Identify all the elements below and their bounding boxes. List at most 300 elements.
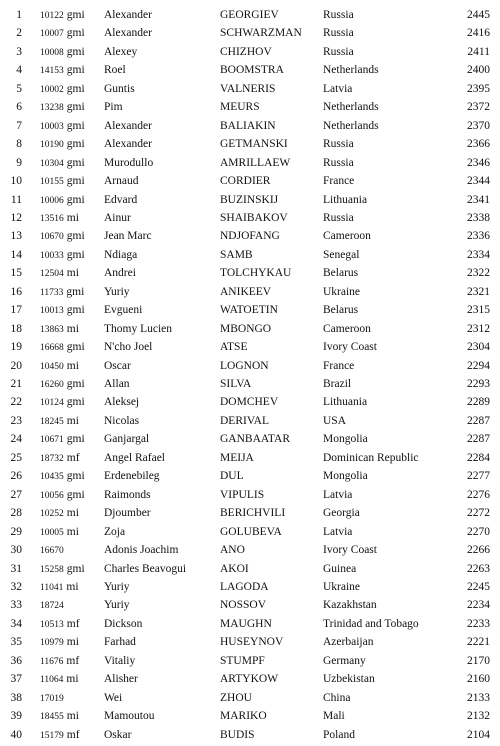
last-name: WATOETIN (220, 304, 278, 317)
first-name: Alexander (104, 27, 152, 40)
country: Georgia (323, 507, 360, 520)
player-id: 16670 (40, 546, 64, 557)
country: Mali (323, 710, 345, 723)
last-name: LOGNON (220, 359, 269, 372)
title-code: mi (66, 414, 79, 427)
last-name: BOOMSTRA (220, 64, 284, 77)
country: Russia (323, 211, 354, 224)
country: Ukraine (323, 580, 361, 593)
title-code: gmi (66, 45, 85, 58)
last-name: BUDIS (220, 728, 255, 741)
last-name: GETMANSKI (220, 138, 288, 151)
title-code: gmi (66, 396, 85, 409)
player-id-cell (40, 375, 85, 394)
player-id-cell (40, 726, 80, 745)
player-id-cell (40, 393, 85, 412)
rank-number: 34 (10, 617, 22, 630)
title-code: mi (66, 525, 79, 538)
player-id-cell (40, 283, 84, 302)
player-id: 10005 (40, 527, 64, 538)
rank-number: 30 (10, 544, 22, 557)
country: Cameroon (323, 230, 371, 243)
player-id: 15258 (40, 564, 64, 575)
player-id: 10155 (40, 177, 64, 188)
player-id: 10033 (40, 250, 64, 261)
rank-number: 28 (10, 507, 22, 520)
player-row (0, 246, 500, 264)
title-code: gmi (66, 9, 85, 21)
player-row (0, 80, 500, 98)
rank-number: 18 (10, 322, 22, 335)
last-name: CORDIER (220, 175, 271, 188)
player-row (0, 670, 500, 688)
last-name: AKOI (220, 562, 249, 575)
player-id: 10006 (40, 195, 64, 206)
player-id: 10007 (40, 29, 64, 40)
player-id: 15179 (40, 730, 64, 741)
rating: 2132 (467, 710, 490, 723)
first-name: Djoumber (104, 507, 151, 520)
title-code: gmi (66, 562, 85, 575)
first-name: Vitaliy (104, 654, 136, 667)
player-row (0, 61, 500, 79)
player-id-cell (40, 98, 85, 117)
player-id-cell (40, 43, 85, 62)
rating: 2411 (467, 45, 490, 58)
title-code: gmi (66, 27, 85, 40)
rank-number: 24 (10, 433, 22, 446)
rank-number: 40 (10, 728, 22, 741)
country: Ivory Coast (323, 544, 377, 557)
first-name: Pim (104, 101, 123, 114)
player-id: 13238 (40, 103, 64, 114)
first-name: Mamoutou (104, 710, 155, 723)
rank-number: 11 (10, 193, 22, 206)
rank-number: 36 (10, 654, 22, 667)
country: Cameroon (323, 322, 371, 335)
last-name: MEIJA (220, 451, 254, 464)
player-id: 10122 (40, 11, 64, 21)
player-row (0, 191, 500, 209)
player-id-cell (40, 615, 80, 634)
rank-number: 25 (10, 451, 22, 464)
player-id-cell (40, 338, 85, 357)
rank-number: 19 (10, 341, 22, 354)
player-row (0, 117, 500, 135)
title-code: mi (66, 322, 79, 335)
first-name: Aleksej (104, 396, 140, 409)
player-id-cell (40, 670, 79, 689)
title-code: gmi (66, 101, 85, 114)
player-id: 13516 (40, 213, 64, 224)
first-name: Oskar (104, 728, 132, 741)
last-name: HUSEYNOV (220, 636, 284, 649)
first-name: Yuriy (104, 285, 130, 298)
rating: 2270 (467, 525, 490, 538)
rating: 2322 (467, 267, 490, 280)
rank-number: 35 (10, 636, 22, 649)
first-name: Dickson (104, 617, 143, 630)
player-id: 10124 (40, 398, 64, 409)
title-code: mi (66, 267, 79, 280)
rating: 2344 (467, 175, 490, 188)
player-row (0, 227, 500, 245)
country: Latvia (323, 488, 353, 501)
title-code: gmi (66, 119, 85, 132)
rating: 2400 (467, 64, 490, 77)
first-name: Ganjargal (104, 433, 150, 446)
first-name: Roel (104, 64, 126, 77)
rank-number: 38 (10, 691, 22, 704)
player-id-cell (40, 135, 85, 154)
player-id-cell (40, 264, 79, 283)
player-row (0, 449, 500, 467)
rank-number: 29 (10, 525, 22, 538)
title-code: gmi (66, 304, 85, 317)
first-name: Yuriy (104, 599, 130, 612)
title-code: gmi (66, 341, 85, 354)
title-code: gmi (66, 433, 85, 446)
rating: 2338 (467, 211, 490, 224)
player-row (0, 301, 500, 319)
player-row (0, 412, 500, 430)
country: Belarus (323, 267, 359, 280)
first-name: Murodullo (104, 156, 154, 169)
rank-number: 8 (16, 138, 22, 151)
player-row (0, 707, 500, 725)
player-id: 10435 (40, 472, 64, 483)
rank-number: 17 (10, 304, 22, 317)
title-code: mf (66, 728, 80, 741)
player-id: 10450 (40, 361, 64, 372)
country: Russia (323, 9, 354, 21)
first-name: Thomy Lucien (104, 322, 173, 335)
rating: 2372 (467, 101, 490, 114)
last-name: DUL (220, 470, 244, 483)
first-name: N'cho Joel (104, 341, 153, 354)
rating: 2277 (467, 470, 490, 483)
first-name: Angel Rafael (104, 451, 165, 464)
first-name: Alisher (104, 673, 138, 686)
rating: 2276 (467, 488, 490, 501)
rating: 2341 (467, 193, 490, 206)
country: Dominican Republic (323, 451, 419, 464)
player-row (0, 135, 500, 153)
country: USA (323, 414, 347, 427)
player-id-cell (40, 61, 85, 80)
player-id-cell (40, 24, 85, 43)
player-id: 10013 (40, 306, 64, 317)
player-id: 18245 (40, 416, 64, 427)
rank-number: 26 (10, 470, 22, 483)
rank-number: 16 (10, 285, 22, 298)
last-name: SILVA (220, 378, 252, 390)
rank-number: 32 (10, 580, 22, 593)
player-id: 10252 (40, 509, 64, 520)
last-name: GANBAATAR (220, 433, 290, 446)
last-name: BUZINSKIJ (220, 193, 279, 206)
player-row (0, 504, 500, 522)
first-name: Guntis (104, 82, 135, 95)
player-row (0, 357, 500, 375)
rank-number: 5 (16, 82, 22, 95)
player-row (0, 172, 500, 190)
first-name: Charles Beavogui (104, 562, 187, 575)
player-id-cell (40, 412, 79, 431)
country: Russia (323, 27, 354, 40)
country: Ivory Coast (323, 341, 377, 354)
country: Russia (323, 156, 354, 169)
first-name: Adonis Joachim (104, 544, 179, 557)
country: Netherlands (323, 101, 379, 114)
last-name: MAUGHN (220, 617, 272, 630)
player-id-cell (40, 6, 85, 25)
player-id-cell (40, 652, 79, 671)
player-row (0, 541, 500, 559)
first-name: Zoja (104, 525, 126, 538)
rating: 2315 (467, 304, 490, 317)
first-name: Wei (104, 691, 123, 704)
player-id: 11676 (40, 656, 64, 667)
rating: 2104 (467, 728, 490, 741)
player-id: 14153 (40, 66, 64, 77)
rating: 2287 (467, 433, 490, 446)
rating: 2366 (467, 138, 490, 151)
player-row (0, 578, 500, 596)
last-name: TOLCHYKAU (220, 267, 292, 280)
player-id-cell (40, 449, 80, 468)
player-id: 12504 (40, 269, 64, 280)
title-code: mi (66, 211, 79, 224)
rank-number: 9 (16, 156, 22, 169)
country: Germany (323, 654, 366, 667)
last-name: MEURS (220, 101, 260, 114)
rank-number: 12 (10, 211, 22, 224)
rating: 2233 (467, 617, 490, 630)
country: Brazil (323, 378, 352, 390)
last-name: STUMPF (220, 654, 265, 667)
player-row (0, 467, 500, 485)
player-row (0, 24, 500, 42)
rank-number: 7 (16, 119, 22, 132)
player-row (0, 283, 500, 301)
last-name: BERICHVILI (220, 507, 286, 520)
last-name: AMRILLAEW (220, 156, 291, 169)
player-id-cell (40, 209, 79, 228)
rank-number: 27 (10, 488, 22, 501)
first-name: Alexander (104, 138, 152, 151)
player-id-cell (40, 633, 79, 652)
rating: 2272 (467, 507, 490, 520)
player-id-cell (40, 154, 85, 173)
country: Russia (323, 45, 354, 58)
first-name: Yuriy (104, 580, 130, 593)
last-name: SAMB (220, 248, 253, 261)
player-id: 10304 (40, 158, 64, 169)
country: France (323, 359, 355, 372)
player-id-cell (40, 191, 85, 210)
title-code: mf (66, 654, 80, 667)
title-code: gmi (66, 82, 85, 95)
player-id: 11041 (40, 582, 64, 593)
rank-number: 13 (10, 230, 22, 243)
rating: 2234 (467, 599, 490, 612)
player-id-cell (40, 467, 85, 486)
first-name: Farhad (104, 636, 136, 649)
title-code: mi (66, 673, 79, 686)
title-code: mi (66, 507, 79, 520)
player-id: 18732 (40, 453, 64, 464)
first-name: Raimonds (104, 488, 151, 501)
player-id: 11733 (40, 287, 64, 298)
first-name: Erdenebileg (104, 470, 160, 483)
last-name: CHIZHOV (220, 45, 272, 58)
last-name: ARTYKOW (220, 673, 279, 686)
player-id: 16668 (40, 343, 64, 354)
country: Lithuania (323, 193, 368, 206)
rank-number: 3 (16, 45, 22, 58)
rating: 2445 (467, 9, 490, 21)
player-id: 10008 (40, 47, 64, 58)
rating: 2263 (467, 562, 490, 575)
last-name: SCHWARZMAN (220, 27, 302, 40)
title-code: mi (66, 710, 79, 723)
last-name: ANIKEEV (220, 285, 272, 298)
last-name: BALIAKIN (220, 119, 276, 132)
rank-number: 15 (10, 267, 22, 280)
player-row (0, 209, 500, 227)
player-row (0, 6, 500, 24)
rating: 2221 (467, 636, 490, 649)
player-row (0, 689, 500, 707)
title-code: gmi (66, 138, 85, 151)
player-id: 18455 (40, 712, 64, 723)
last-name: ATSE (220, 341, 248, 354)
player-id-cell (40, 246, 85, 265)
player-id-cell (40, 596, 67, 615)
player-id-cell (40, 523, 79, 542)
player-id-cell (40, 172, 85, 191)
title-code: mf (66, 451, 80, 464)
last-name: GEORGIEV (220, 9, 279, 21)
player-id: 10056 (40, 490, 64, 501)
title-code: gmi (66, 470, 85, 483)
first-name: Oscar (104, 359, 131, 372)
first-name: Alexey (104, 45, 138, 58)
last-name: DOMCHEV (220, 396, 279, 409)
rating: 2289 (467, 396, 490, 409)
country: Poland (323, 728, 355, 741)
rank-number: 22 (10, 396, 22, 409)
player-row (0, 633, 500, 651)
rank-number: 14 (10, 248, 22, 261)
country: Azerbaijan (323, 636, 374, 649)
player-id-cell (40, 320, 79, 339)
last-name: LAGODA (220, 580, 269, 593)
player-id-cell (40, 357, 79, 376)
rating: 2284 (467, 451, 490, 464)
player-id: 18724 (40, 601, 64, 612)
title-code: gmi (66, 378, 85, 390)
player-id: 10671 (40, 435, 64, 446)
player-row (0, 486, 500, 504)
rating: 2133 (467, 691, 490, 704)
player-row (0, 615, 500, 633)
rating: 2395 (467, 82, 490, 95)
rank-number: 4 (16, 64, 22, 77)
rating: 2293 (467, 378, 490, 390)
player-id: 17019 (40, 693, 64, 704)
rating: 2346 (467, 156, 490, 169)
player-id-cell (40, 504, 79, 523)
player-row (0, 652, 500, 670)
rating: 2304 (467, 341, 490, 354)
title-code: gmi (66, 248, 85, 261)
rank-number: 2 (16, 27, 22, 40)
player-id-cell (40, 117, 85, 136)
title-code: gmi (66, 488, 85, 501)
first-name: Jean Marc (104, 230, 152, 243)
player-id: 10003 (40, 121, 64, 132)
player-id-cell (40, 578, 79, 597)
title-code: gmi (66, 156, 85, 169)
player-id: 10190 (40, 140, 64, 151)
rating: 2160 (467, 673, 490, 686)
player-id-cell (40, 707, 79, 726)
title-code: gmi (66, 230, 85, 243)
country: Belarus (323, 304, 359, 317)
player-id: 10002 (40, 84, 64, 95)
first-name: Nicolas (104, 414, 140, 427)
player-id-cell (40, 430, 85, 449)
country: Russia (323, 138, 354, 151)
player-row (0, 430, 500, 448)
first-name: Edvard (104, 193, 138, 206)
player-id: 16260 (40, 380, 64, 390)
player-id-cell (40, 560, 85, 579)
last-name: GOLUBEVA (220, 525, 282, 538)
player-row (0, 393, 500, 411)
player-id: 10513 (40, 619, 64, 630)
rating: 2245 (467, 580, 490, 593)
last-name: VIPULIS (220, 488, 265, 501)
first-name: Evgueni (104, 304, 143, 317)
rating: 2321 (467, 285, 490, 298)
country: Kazakhstan (323, 599, 377, 612)
country: Mongolia (323, 433, 368, 446)
country: Netherlands (323, 64, 379, 77)
first-name: Ndiaga (104, 248, 138, 261)
title-code: mi (66, 580, 79, 593)
rating: 2170 (467, 654, 490, 667)
player-row (0, 154, 500, 172)
player-row (0, 596, 500, 614)
title-code: mi (66, 359, 79, 372)
player-id-cell (40, 486, 85, 505)
player-id: 11064 (40, 675, 64, 686)
first-name: Arnaud (104, 175, 139, 188)
title-code: mf (66, 617, 80, 630)
first-name: Andrei (104, 267, 136, 280)
last-name: SHAIBAKOV (220, 211, 288, 224)
player-row (0, 320, 500, 338)
player-id: 10979 (40, 638, 64, 649)
rating: 2334 (467, 248, 490, 261)
last-name: VALNERIS (220, 82, 276, 95)
player-id-cell (40, 227, 85, 246)
title-code: gmi (66, 175, 85, 188)
player-row (0, 560, 500, 578)
